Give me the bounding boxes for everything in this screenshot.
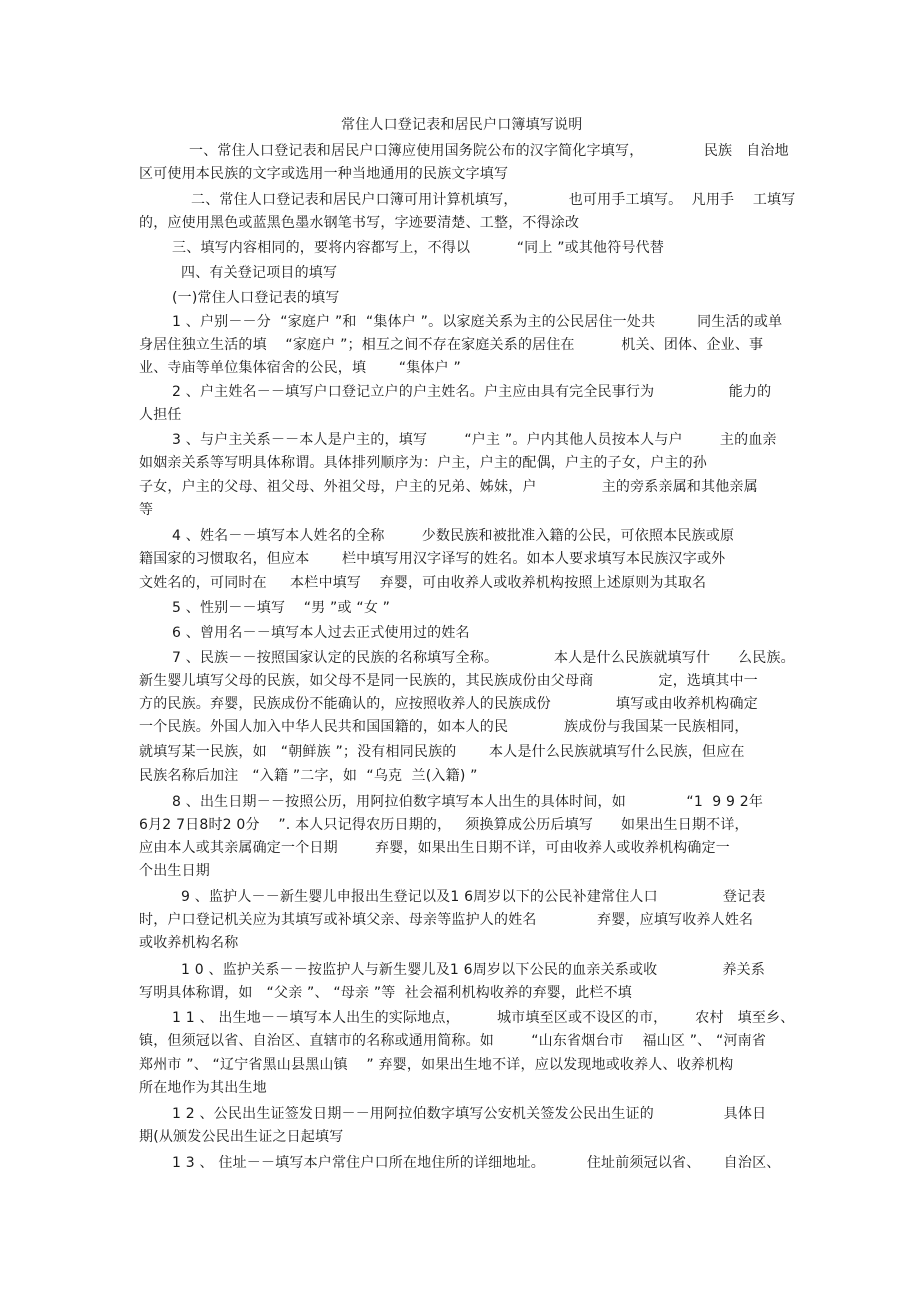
text-line: 写明具体称谓，如 “父亲 ”、 “母亲 ”等 社会福利机构收养的弃婴，此栏不填: [139, 985, 633, 1001]
text-line: 时，户口登记机关应为其填写或补填父亲、母亲等监护人的姓名 弃婴，应填写收养人姓名: [139, 912, 754, 928]
text-line: 郑州市 ”、 “辽宁省黑山县黑山镇 ” 弃婴，如果出生地不详，应以发现地或收养人、收养机构: [139, 1057, 734, 1073]
text-line: 期(从颁发公民出生证之日起填写: [139, 1129, 344, 1145]
text-line: 的，应使用黑色或蓝黑色墨水钢笔书写，字迹要清楚、工整，不得涂改: [139, 215, 580, 231]
text-line: 所在地作为其出生地: [139, 1080, 267, 1096]
section-heading: (一)常住人口登记表的填写: [172, 290, 340, 306]
text-line: 子女，户主的父母、祖父母、外祖父母，户主的兄弟、姊妹，户 主的旁系亲属和其他亲属: [139, 479, 758, 495]
text-line: 5 、性别－－填写 “男 ”或 “女 ”: [172, 600, 391, 616]
text-line: 4 、姓名－－填写本人姓名的全称 少数民族和被批准入籍的公民，可依照本民族或原: [172, 528, 735, 544]
text-line: 8 、出生日期－－按照公历，用阿拉伯数字填写本人出生的具体时间，如 “1 9 9 2年: [172, 794, 764, 810]
text-line: 如姻亲关系等写明具体称谓。具体排列顺序为：户主，户主的配偶，户主的子女，户主的孙: [139, 455, 707, 471]
text-line: 6月2 7日8时2 0分 ”. 本人只记得农历日期的， 须换算成公历后填写 如果出生日期不详，: [139, 817, 749, 833]
text-line: 人担任: [139, 407, 182, 423]
text-line: 身居住独立生活的填 “家庭户 ”；相互之间不存在家庭关系的居住在 机关、团体、企业、事: [139, 337, 764, 353]
text-line: 6 、曾用名－－填写本人过去正式使用过的姓名: [172, 625, 470, 641]
text-line: 方的民族。弃婴，民族成份不能确认的，应按照收养人的民族成份 填写或由收养机构确定: [139, 696, 758, 712]
text-line: 一个民族。外国人加入中华人民共和国国籍的，如本人的民 族成份与我国某一民族相同，: [139, 719, 749, 735]
section-heading: 四、有关登记项目的填写: [181, 265, 338, 281]
text-line: 二、常住人口登记表和居民户口簿可用计算机填写， 也可用手工填写。 凡用手 工填写: [191, 192, 796, 208]
document-title: 常住人口登记表和居民户口簿填写说明: [341, 117, 583, 133]
text-line: 一、常住人口登记表和居民户口簿应使用国务院公布的汉字简化字填写， 民族 自治地: [189, 143, 789, 159]
text-line: 新生婴儿填写父母的民族，如父母不是同一民族的，其民族成份由父母商 定，选填其中一: [139, 673, 758, 689]
text-line: 文姓名的，可同时在 本栏中填写 弃婴，可由收养人或收养机构按照上述原则为其取名: [139, 575, 707, 591]
text-line: 个出生日期: [139, 863, 210, 879]
text-line: 应由本人或其亲属确定一个日期 弃婴，如果出生日期不详，可由收养人或收养机构确定一: [139, 840, 730, 856]
text-line: 区可使用本民族的文字或选用一种当地通用的民族文字填写: [139, 166, 509, 182]
text-line: 1 3 、 住址－－填写本户常住户口所在地住所的详细地址。 住址前须冠以省、 自治区、: [172, 1155, 781, 1171]
text-line: 1 1 、 出生地－－填写本人出生的实际地点， 城市填至区或不设区的市， 农村 填至乡、: [172, 1010, 795, 1026]
text-line: 三、填写内容相同的，要将内容都写上，不得以 “同上 ”或其他符号代替: [172, 240, 665, 256]
text-line: 或收养机构名称: [139, 935, 239, 951]
text-line: 9 、监护人－－新生婴儿申报出生登记以及1 6周岁以下的公民补建常住人口 登记表: [181, 889, 766, 905]
text-line: 镇，但须冠以省、自治区、直辖市的名称或通用简称。如 “山东省烟台市 福山区 ”、 “河南省: [139, 1033, 767, 1049]
text-line: 7 、民族－－按照国家认定的民族的名称填写全称。 本人是什么民族就填写什 么民族。: [172, 650, 795, 666]
text-line: 1 2 、公民出生证签发日期－－用阿拉伯数字填写公安机关签发公民出生证的 具体日: [172, 1106, 767, 1122]
text-line: 籍国家的习惯取名，但应本 栏中填写用汉字译写的姓名。如本人要求填写本民族汉字或外: [139, 551, 726, 567]
text-line: 民族名称后加注 “入籍 ”二字，如 “乌克 兰(入籍) ”: [139, 768, 478, 784]
text-line: 等: [139, 502, 154, 518]
text-line: 3 、与户主关系－－本人是户主的，填写 “户主 ”。户内其他人员按本人与户 主的血亲: [172, 432, 777, 448]
text-line: 业、寺庙等单位集体宿舍的公民，填 “集体户 ”: [139, 360, 461, 376]
text-line: 2 、户主姓名－－填写户口登记立户的户主姓名。户主应由具有完全民事行为 能力的: [172, 384, 772, 400]
text-line: 1 、户别－－分 “家庭户 ”和 “集体户 ”。以家庭关系为主的公民居住一处共 同生活的或单: [172, 314, 783, 330]
text-line: 就填写某一民族，如 “朝鲜族 ”；没有相同民族的 本人是什么民族就填写什么民族，但应在: [139, 744, 745, 760]
text-line: 1 0 、监护关系－－按监护人与新生婴儿及1 6周岁以下公民的血亲关系或收 养关系: [181, 962, 766, 978]
